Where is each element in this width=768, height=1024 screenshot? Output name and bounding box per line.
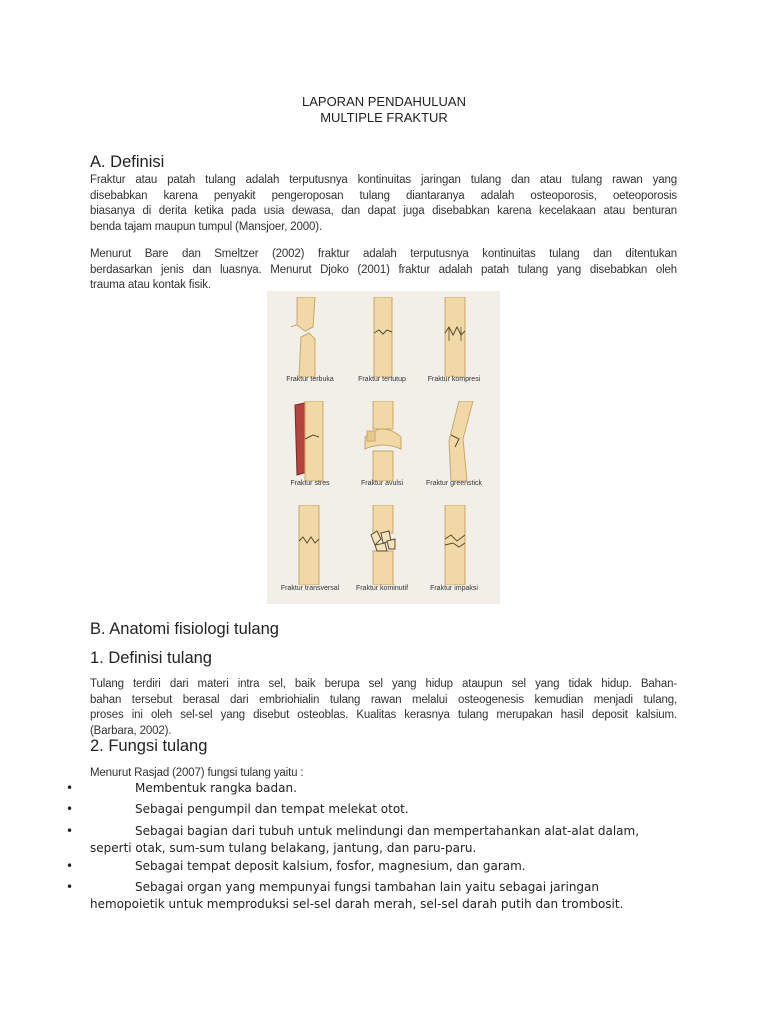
list-item-text: Membentuk rangka badan.	[135, 781, 297, 795]
bullet-icon: •	[66, 781, 74, 795]
fracture-comminuted-cell	[347, 505, 417, 605]
caption: Fraktur kompresi	[427, 376, 481, 383]
fracture-stress-cell	[275, 401, 345, 501]
text-line: disebabkan karena penyakit pengeroposan tulang diantaranya adalah osteoporosis, oeteoporosis	[90, 189, 677, 202]
fracture-greenstick-illustration	[419, 401, 489, 481]
fracture-transverse-illustration	[275, 505, 345, 585]
caption: Fraktur greenstick	[425, 480, 483, 487]
bullet-icon: •	[66, 880, 74, 894]
text-line: berdasarkan jenis dan luasnya. Menurut Djoko (2001) fraktur adalah patah tulang yang disebabkan oleh	[90, 263, 677, 276]
caption: Fraktur impaksi	[430, 585, 478, 592]
caption: Fraktur stres	[290, 480, 330, 487]
fracture-transverse-cell	[275, 505, 345, 605]
text-line: Menurut Bare dan Smeltzer (2002) fraktur adalah terputusnya kontinuitas tulang dan ditentukan	[90, 248, 677, 260]
list-item-text: Sebagai organ yang mempunyai fungsi tambahan lain yaitu sebagai jaringan	[135, 880, 599, 894]
list-item-text-continued: seperti otak, sum-sum tulang belakang, jantung, dan paru-paru.	[90, 841, 477, 855]
list-item-text: Sebagai tempat deposit kalsium, fosfor, magnesium, dan garam.	[135, 859, 526, 873]
caption: Fraktur terbuka	[286, 376, 334, 383]
text-line: (Barbara, 2002).	[90, 724, 172, 737]
heading-definisi-tulang: 1. Definisi tulang	[90, 649, 212, 667]
paragraph-definisi-2	[90, 247, 677, 294]
text-line: trauma atau kontak fisik.	[90, 279, 211, 291]
list-item-text: Sebagai pengumpil dan tempat melekat otot.	[135, 802, 409, 816]
document-title-line2: MULTIPLE FRAKTUR	[320, 110, 448, 125]
fracture-compression-illustration	[419, 297, 489, 377]
caption: Fraktur transversal	[280, 585, 340, 592]
text-line: bahan tersebut berasal dari embriohialin tulang rawan melalui osteogenesis kemudian menjadi tulang,	[90, 693, 677, 706]
fracture-open-cell	[275, 297, 345, 397]
fracture-compression-cell	[419, 297, 489, 397]
fracture-stress-illustration	[275, 401, 345, 481]
heading-fungsi-tulang: 2. Fungsi tulang	[90, 737, 208, 755]
heading-definisi: A. Definisi	[90, 153, 165, 171]
caption: Fraktur tertutup	[358, 376, 406, 383]
text-line: benda tajam maupun tumpul (Mansjoer, 2000).	[90, 220, 322, 233]
caption: Fraktur kominutif	[355, 585, 409, 592]
bullet-icon: •	[66, 859, 74, 873]
fracture-comminuted-illustration	[347, 505, 417, 585]
paragraph-fungsi-intro: Menurut Rasjad (2007) fungsi tulang yaitu :	[90, 767, 304, 779]
text-line: biasanya di derita ketika pada usia dewasa, dan dapat juga disebabkan karena kecelakaan atau benturan	[90, 205, 677, 217]
paragraph-definisi-1	[90, 173, 677, 235]
fracture-types-figure	[267, 291, 500, 604]
fracture-impacted-cell	[419, 505, 489, 605]
bullet-icon: •	[66, 824, 74, 838]
text-line: proses ini oleh sel-sel yang disebut osteoblas. Kualitas kerasnya tulang merupakan hasil deposit kalsium.	[90, 709, 677, 721]
fracture-avulsion-illustration	[347, 401, 417, 481]
fracture-impacted-illustration	[419, 505, 489, 585]
text-line: Fraktur atau patah tulang adalah terputusnya kontinuitas jaringan tulang dan atau tulang rawan yang	[90, 174, 677, 186]
fracture-greenstick-cell	[419, 401, 489, 501]
caption: Fraktur avulsi	[360, 480, 403, 487]
list-item-text: Sebagai bagian dari tubuh untuk melindungi dan mempertahankan alat-alat dalam,	[135, 824, 640, 838]
heading-anatomi: B. Anatomi fisiologi tulang	[90, 620, 279, 638]
fracture-closed-illustration	[347, 297, 417, 377]
fracture-avulsion-cell	[347, 401, 417, 501]
fracture-closed-cell	[347, 297, 417, 397]
document-title-line1: LAPORAN PENDAHULUAN	[302, 94, 466, 109]
fracture-open-illustration	[275, 297, 345, 377]
paragraph-definisi-tulang	[90, 677, 677, 739]
bullet-icon: •	[66, 802, 74, 816]
text-line: Tulang terdiri dari materi intra sel, baik berupa sel yang hidup ataupun sel yang tidak hidup. Bahan-	[90, 678, 677, 690]
list-item-text-continued: hemopoietik untuk memproduksi sel-sel darah merah, sel-sel darah putih dan trombosit.	[90, 897, 624, 911]
